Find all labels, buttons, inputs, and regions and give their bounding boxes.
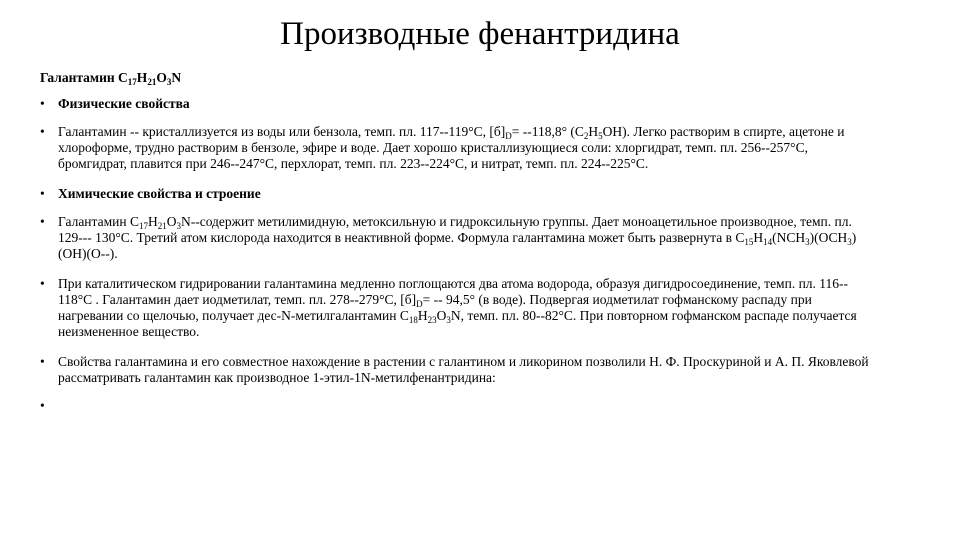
list-item-chemical-heading: [40, 186, 870, 202]
list-item-physical-text: [40, 124, 870, 172]
section-heading: Физические свойства: [58, 96, 190, 111]
list-item-chemical-text: [40, 214, 870, 262]
bullet-icon: •: [40, 96, 45, 111]
bullet-icon: •: [40, 186, 45, 201]
paragraph-text: Галантамин $С_{17}Н_{21}O_3N-$-содержит метилимидную, метоксильную и гидроксильную группы. Дает моноацетильное производное, темп. пл. 129--- 130°С. Третий атом кислорода находится в неактивной форме. Формула галантамина может быть развернута в $С_{15}Н_{14}(NСН_3)(ОСН_3)(ОН)(О--)$.: [58, 214, 857, 261]
bullet-icon: •: [40, 214, 45, 229]
subscript: 17: [127, 77, 137, 87]
paragraph-text: Свойства галантамина и его совместное нахождение в растении с галантином и ликорином позволили Н. Ф. Проскуриной и А. П. Яковлевой рассматривать галантамин как производное 1-этил-1N-метилфенантридина:: [58, 354, 869, 385]
paragraph-text: При каталитическом гидрировании галантамина медленно поглощаются два атома водорода, образуя дигидросоединение, темп. пл. 116-- 118°С . Галантамин дает иодметилат, темп. пл. 278--279°С, $[б]_D= -- 94,5^\circ$ (в воде). Подвергая иодметилат гофманскому распаду при нагревании со щелочью, получает дес-N-метилгалантамин $С_{18}Н_{23}O_3N$, темп. пл. 80--82°С. При повторном гофманском распаде получается неизмененное вещество.: [58, 276, 857, 339]
heading-text: N: [171, 70, 182, 85]
heading-text: О: [156, 70, 167, 85]
heading-text: Галантамин С: [40, 70, 128, 85]
paragraph-text: Галантамин -- кристаллизуется из воды или бензола, темп. пл. 117--119°С, $[б]_D= --118,8^\circ$ $(С_2Н_5ОН)$. Легко растворим в спирте, ацетоне и хлороформе, трудно растворим в бензоле, эфире и воде. Дает хорошо кристаллизующиеся соли: хлоргидрат, темп. пл. 256--257°С, бромгидрат, плавится при 246--247°С, перхлорат, темп. пл. 223--224°С, и нитрат, темп. пл. 224--225°С.: [58, 124, 845, 171]
section-heading: Химические свойства и строение: [58, 186, 261, 201]
list-item-physical-heading: [40, 96, 870, 112]
bullet-icon: •: [40, 124, 45, 139]
list-item-properties-text: [40, 354, 870, 386]
subscript: 21: [147, 77, 157, 87]
list-item-empty: [40, 398, 870, 414]
compound-heading: [40, 70, 181, 86]
bullet-icon: •: [40, 398, 45, 413]
list-item-hydrogenation-text: [40, 276, 870, 340]
bullet-icon: •: [40, 276, 45, 291]
bullet-icon: •: [40, 354, 45, 369]
bullet-list: [40, 96, 870, 429]
heading-text: Н: [136, 70, 148, 85]
slide-title: Производные фенантридина: [280, 16, 680, 52]
subscript: 3: [166, 77, 172, 87]
